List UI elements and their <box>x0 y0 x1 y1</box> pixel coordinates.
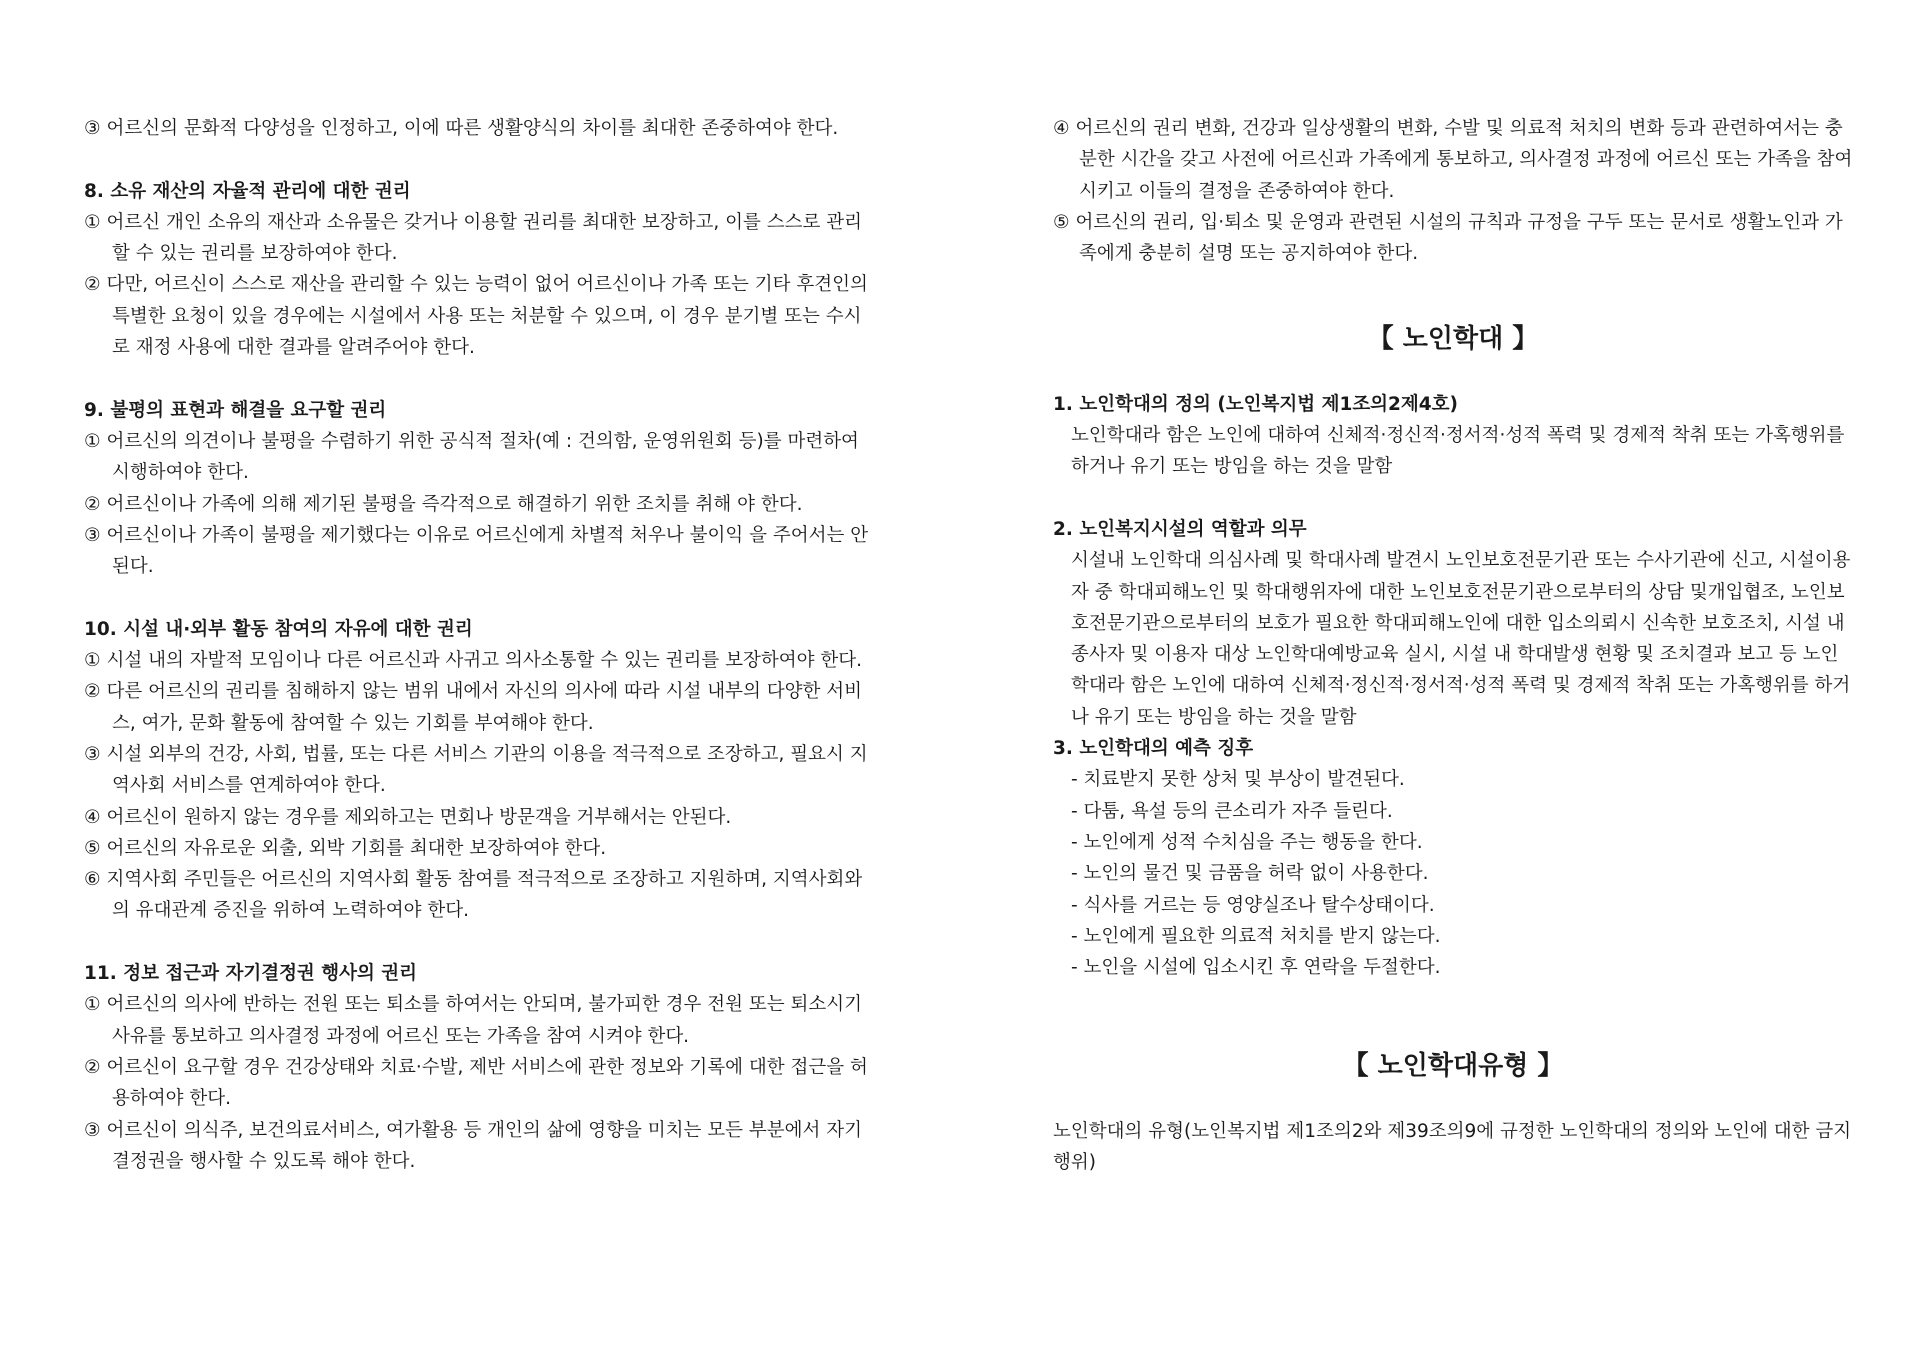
rights-item: ② 다른 어르신의 권리를 침해하지 않는 범위 내에서 자신의 의사에 따라 시설 내부의 다양한 서비스, 여가, 문화 활동에 참여할 수 있는 기회를 부여해야 한다. <box>84 681 863 734</box>
spacer <box>1053 983 1853 1014</box>
rights-item: ② 어르신이나 가족에 의해 제기된 불평을 즉각적으로 해결하기 위한 조치를 취해 야 한다. <box>84 493 803 515</box>
abuse-types-heading: 【 노인학대유형 】 <box>1342 1051 1564 1082</box>
abuse-types-body: 노인학대의 유형(노인복지법 제1조의2와 제39조의9에 규정한 노인학대의 정의와 노인에 대한 금지행위) <box>1053 1121 1852 1174</box>
section-8-title: 8. 소유 재산의 자율적 관리에 대한 권리 <box>84 180 411 202</box>
spacer <box>1053 359 1853 389</box>
warning-sign-item: - 치료받지 못한 상처 및 부상이 발견된다. <box>1071 769 1405 791</box>
spacer <box>84 363 874 394</box>
warning-sign-item: - 노인에게 성적 수치심을 주는 행동을 한다. <box>1071 831 1423 853</box>
rights-item: ④ 어르신이 원하지 않는 경우를 제외하고는 면회나 방문객을 거부해서는 안된다. <box>84 806 732 828</box>
warning-sign-item: - 노인의 물건 및 금품을 허락 없이 사용한다. <box>1071 863 1429 885</box>
spacer <box>1053 269 1853 300</box>
rights-item: ⑥ 지역사회 주민들은 어르신의 지역사회 활동 참여를 적극적으로 조장하고 지원하며, 지역사회와의 유대관계 증진을 위하여 노력하여야 한다. <box>84 869 863 922</box>
section-11-title: 11. 정보 접근과 자기결정권 행사의 권리 <box>84 963 418 985</box>
rights-item: ④ 어르신의 권리 변화, 건강과 일상생활의 변화, 수발 및 의료적 처치의 변화 등과 관련하여서는 충분한 시간을 갖고 사전에 어르신과 가족에게 통보하고, 의사결정 과정에 어르신 또는 가족을 참여시키고 이들의 결정을 존중하여야 한다. <box>1053 118 1853 202</box>
rights-item: ② 어르신이 요구할 경우 건강상태와 치료·수발, 제반 서비스에 관한 정보와 기록에 대한 접근을 허용하여야 한다. <box>84 1056 868 1110</box>
section-10-title: 10. 시설 내·외부 활동 참여의 자유에 대한 권리 <box>84 618 473 640</box>
rights-item: ① 시설 내의 자발적 모임이나 다른 어르신과 사귀고 의사소통할 수 있는 권리를 보장하여야 한다. <box>84 650 863 672</box>
section-9-title: 9. 불평의 표현과 해결을 요구할 권리 <box>84 399 387 421</box>
spacer <box>84 582 874 613</box>
abuse-definition-title: 1. 노인학대의 정의 (노인복지법 제1조의2제4호) <box>1053 393 1458 415</box>
abuse-definition-body: 노인학대라 함은 노인에 대하여 신체적·정신적·정서적·성적 폭력 및 경제적 착취 또는 가혹행위를 하거나 유기 또는 방임을 하는 것을 말함 <box>1071 425 1845 478</box>
rights-item: ① 어르신의 의사에 반하는 전원 또는 퇴소를 하여서는 안되며, 불가피한 경우 전원 또는 퇴소시기 사유를 통보하고 의사결정 과정에 어르신 또는 가족을 참여 시켜야 한다. <box>84 994 863 1047</box>
spacer <box>1053 1086 1853 1116</box>
abuse-heading: 【 노인학대 】 <box>1367 323 1539 354</box>
rights-item: ⑤ 어르신의 권리, 입·퇴소 및 운영과 관련된 시설의 규칙과 규정을 구두 또는 문서로 생활노인과 가족에게 충분히 설명 또는 공지하여야 한다. <box>1053 211 1843 265</box>
spacer <box>1053 1015 1853 1046</box>
left-column <box>84 113 874 1177</box>
warning-sign-item: - 식사를 거르는 등 영양실조나 탈수상태이다. <box>1071 894 1435 916</box>
warning-signs-title: 3. 노인학대의 예측 징후 <box>1053 738 1254 760</box>
rights-item: ③ 어르신이나 가족이 불평을 제기했다는 이유로 어르신에게 차별적 처우나 불이익 을 주어서는 안된다. <box>84 524 869 578</box>
rights-item: ③ 어르신의 문화적 다양성을 인정하고, 이에 따른 생활양식의 차이를 최대한 존중하여야 한다. <box>84 118 839 139</box>
spacer <box>1053 483 1853 514</box>
warning-sign-item: - 노인에게 필요한 의료적 처치를 받지 않는다. <box>1071 925 1441 947</box>
rights-item: ⑤ 어르신의 자유로운 외출, 외박 기회를 최대한 보장하여야 한다. <box>84 837 607 859</box>
right-column <box>1053 113 1853 1179</box>
warning-sign-item: - 다툼, 욕설 등의 큰소리가 자주 들린다. <box>1071 800 1393 822</box>
spacer <box>84 144 874 175</box>
warning-sign-item: - 노인을 시설에 입소시킨 후 연락을 두절한다. <box>1071 957 1441 979</box>
rights-item: ① 어르신 개인 소유의 재산과 소유물은 갖거나 이용할 권리를 최대한 보장하고, 이를 스스로 관리할 수 있는 권리를 보장하여야 한다. <box>84 211 863 265</box>
spacer <box>84 927 874 958</box>
rights-item: ③ 시설 외부의 건강, 사회, 법률, 또는 다른 서비스 기관의 이용을 적극적으로 조장하고, 필요시 지역사회 서비스를 연계하여야 한다. <box>84 743 868 797</box>
facility-duty-title: 2. 노인복지시설의 역할과 의무 <box>1053 518 1307 540</box>
spacer <box>1053 301 1853 319</box>
rights-item: ③ 어르신이 의식주, 보건의료서비스, 여가활용 등 개인의 삶에 영향을 미치는 모든 부분에서 자기결정권을 행사할 수 있도록 해야 한다. <box>84 1119 863 1172</box>
facility-duty-body: 시설내 노인학대 의심사례 및 학대사례 발견시 노인보호전문기관 또는 수사기관에 신고, 시설이용자 중 학대피해노인 및 학대행위자에 대한 노인보호전문기관으로부터의 상담 및개입협조, 노인보호전문기관으로부터의 보호가 필요한 학대피해노인에 대한 입소의뢰시 신속한 보호조치, 시설 내 종사자 및 이용자 대상 노인학대예방교육 실시, 시설 내 학대발생 현황 및 조치결과 보고 등 노인학대라 함은 노인에 대하여 신체적·정신적·정서적·성적 폭력 및 경제적 착취 또는 가혹행위를 하거나 유기 또는 방임을 하는 것을 말함 <box>1071 550 1851 728</box>
rights-item: ② 다만, 어르신이 스스로 재산을 관리할 수 있는 능력이 없어 어르신이나 가족 또는 기타 후견인의 특별한 요청이 있을 경우에는 시설에서 사용 또는 처분할 수 있으며, 이 경우 분기별 또는 수시로 재정 사용에 대한 결과를 알려주어야 한다. <box>84 274 868 359</box>
rights-item: ① 어르신의 의견이나 불평을 수렴하기 위한 공식적 절차(예 : 건의함, 운영위원회 등)를 마련하여 시행하여야 한다. <box>84 430 859 484</box>
